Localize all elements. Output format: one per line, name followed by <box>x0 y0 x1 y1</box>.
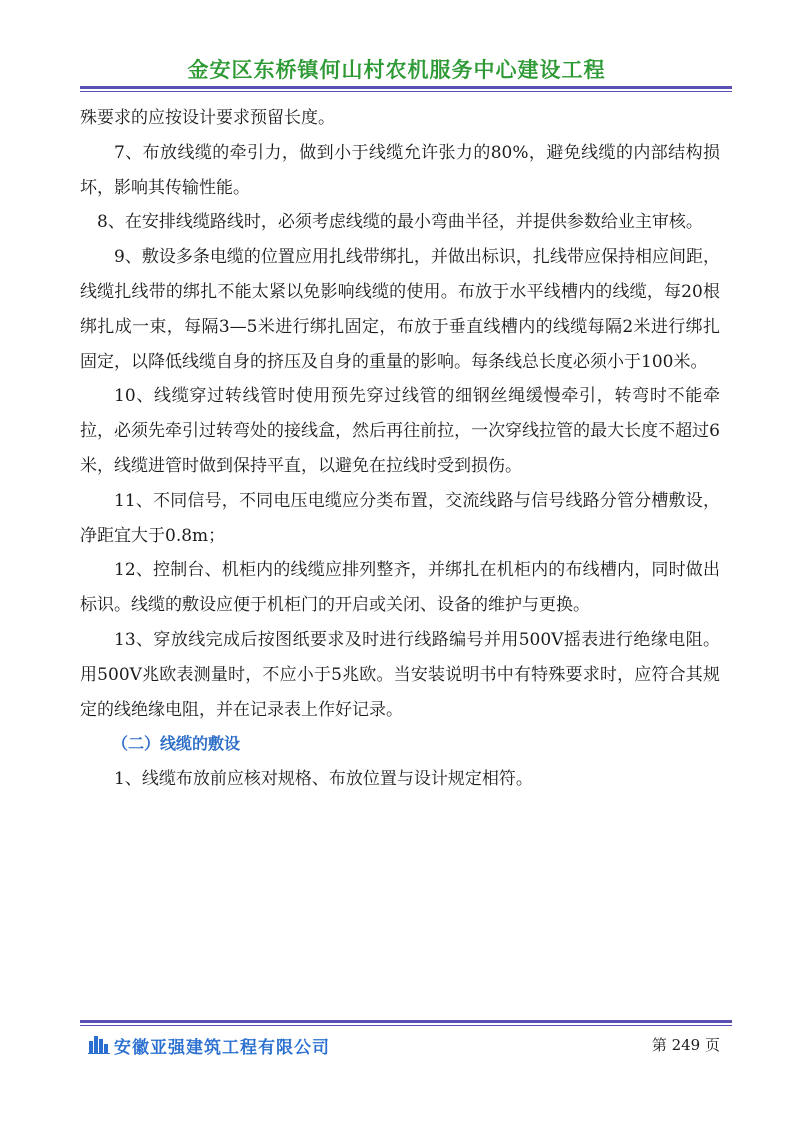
paragraph-continuation: 殊要求的应按设计要求预留长度。 <box>80 108 335 128</box>
paragraph-item-1: 1、线缆布放前应核对规格、布放位置与设计规定相符。 <box>114 769 533 790</box>
document-body <box>80 101 720 797</box>
footer-rule-thick <box>80 1020 732 1023</box>
header-rule-thick <box>80 86 732 89</box>
header-rule-thin <box>80 91 732 92</box>
page-footer <box>80 1030 732 1060</box>
section-heading: （二）线缆的敷设 <box>112 734 241 754</box>
paragraph-item-12: 12、控制台、机柜内的线缆应排列整齐，并绑扎在机柜内的布线槽内，同时做出标识。线缆的敷设应便于机柜门的开启或关闭、设备的维护与更换。 <box>80 560 720 616</box>
paragraph-item-7: 7、布放线缆的牵引力，做到小于线缆允许张力的80%，避免线缆的内部结构损坏，影响其传输性能。 <box>80 142 720 198</box>
paragraph-item-11: 11、不同信号，不同电压电缆应分类布置，交流线路与信号线路分管分槽敷设，净距宜大于0.8m； <box>80 490 720 546</box>
footer-page-number: 第 249 页 <box>651 1036 720 1054</box>
page-header-title: 金安区东桥镇何山村农机服务中心建设工程 <box>187 58 606 82</box>
paragraph-item-10: 10、线缆穿过转线管时使用预先穿过线管的细钢丝绳缓慢牵引，转弯时不能牵拉，必须先牵引过转弯处的接线盒，然后再往前拉，一次穿线拉管的最大长度不超过6米，线缆进管时做到保持平直，以避免在拉线时受到损伤。 <box>80 386 720 476</box>
paragraph-item-9: 9、敷设多条电缆的位置应用扎线带绑扎，并做出标识，扎线带应保持相应间距，线缆扎线带的绑扎不能太紧以免影响线缆的使用。布放于水平线槽内的线缆，每20根绑扎成一束，每隔3—5米进行绑扎固定，布放于垂直线槽内的线缆每隔2米进行绑扎固定，以降低线缆自身的挤压及自身的重量的影响。每条线总长度必须小于100米。 <box>80 247 720 372</box>
footer-company-name: 安徽亚强建筑工程有限公司 <box>114 1038 330 1058</box>
paragraph-item-13: 13、穿放线完成后按图纸要求及时进行线路编号并用500V摇表进行绝缘电阻。用500V兆欧表测量时，不应小于5兆欧。当安装说明书中有特殊要求时，应符合其规定的线绝缘电阻，并在记录表上作好记录。 <box>80 629 720 720</box>
building-logo-icon <box>88 1034 110 1058</box>
paragraph-item-8: 8、在安排线缆路线时，必须考虑线缆的最小弯曲半径，并提供参数给业主审核。 <box>97 212 703 233</box>
footer-rule-thin <box>80 1025 732 1026</box>
